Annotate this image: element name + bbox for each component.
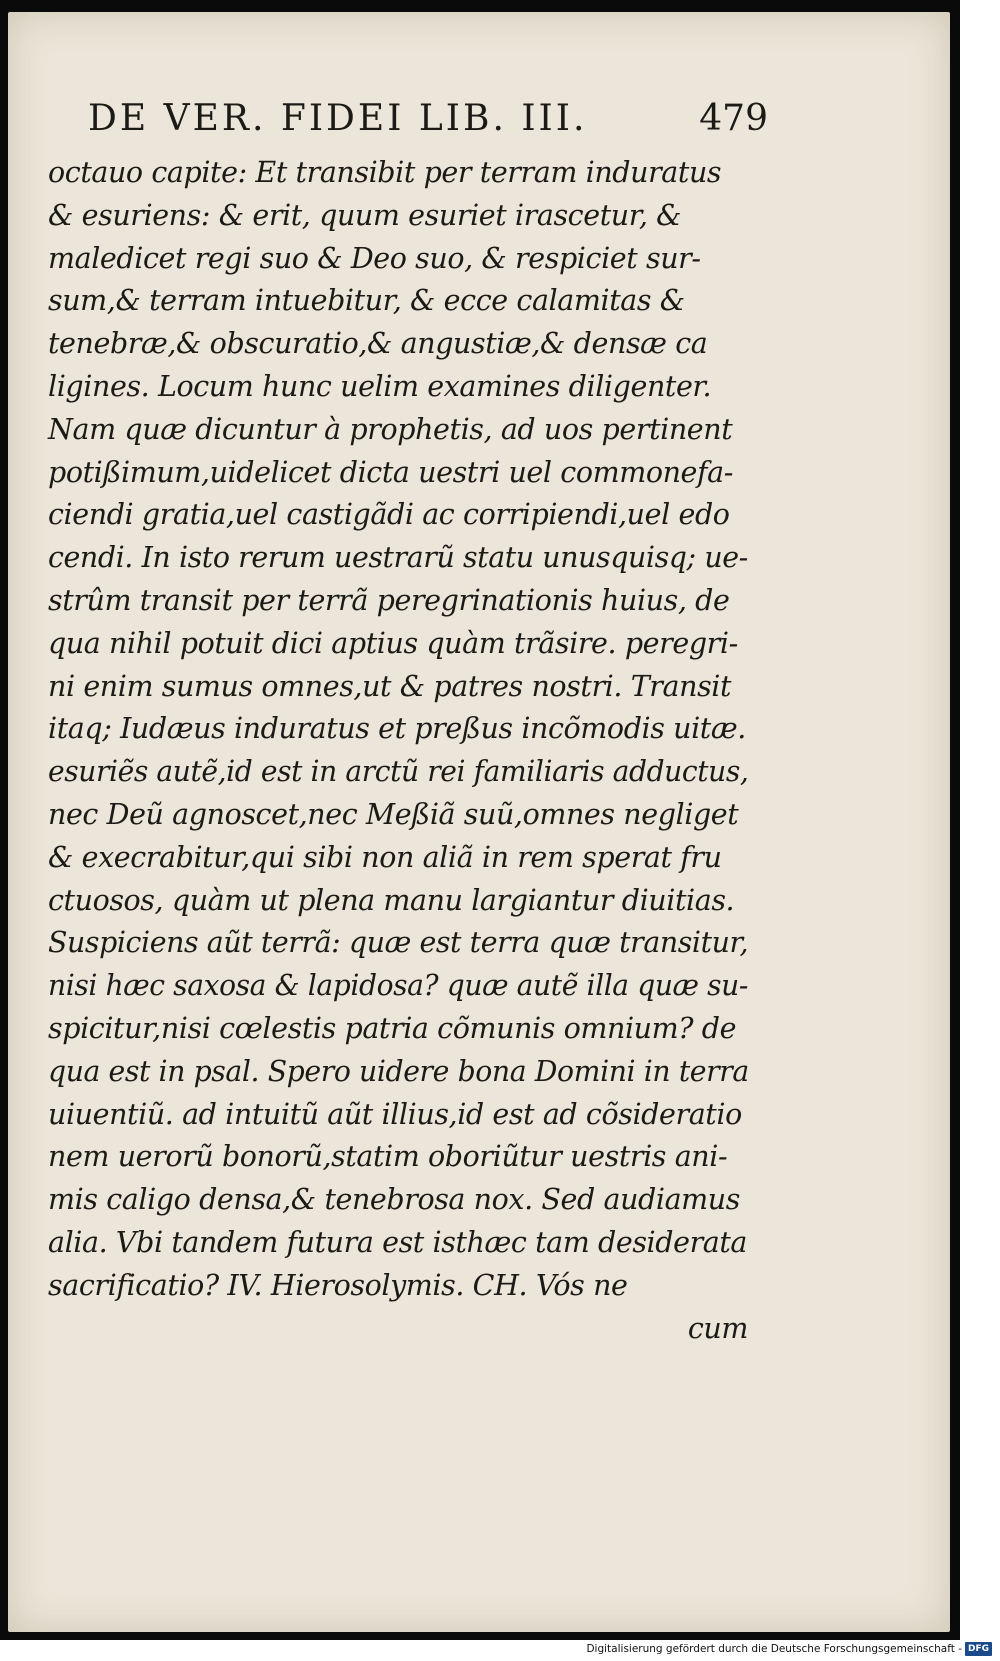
- text-line: qua nihil potuit dici aptius quàm trãsire. peregri-: [48, 626, 738, 660]
- text-line: spicitur,nisi cœlestis patria cõmunis omnium? de: [48, 1011, 737, 1045]
- text-line: esuriẽs autẽ,id est in arctũ rei familiaris adductus,: [48, 755, 749, 789]
- text-line: Suspiciens aũt terrã: quæ est terra quæ transitur,: [48, 926, 749, 960]
- text-line: nec Deũ agnoscet,nec Meßiã suũ,omnes negliget: [48, 797, 739, 831]
- text-line: uiuentiũ. ad intuitũ aũt illius,id est ad cõsideratio: [48, 1097, 742, 1131]
- book-page: [8, 12, 950, 1632]
- text-line: qua est in psal. Spero uidere bona Domini in terra: [48, 1054, 749, 1088]
- text-line: alia. Vbi tandem futura est isthæc tam desiderata: [48, 1225, 748, 1259]
- text-line: itaq; Iudæus induratus et preßus incõmodis uitæ.: [48, 712, 746, 746]
- text-line: octauo capite: Et transibit per terram induratus: [48, 156, 722, 189]
- text-line: nisi hæc saxosa & lapidosa? quæ autẽ illa quæ su-: [48, 969, 749, 1003]
- text-line: nem uerorũ bonorũ,statim oboriũtur uestris ani-: [48, 1140, 728, 1174]
- text-block: [48, 152, 748, 1350]
- credit-text: Digitalisierung gefördert durch die Deutsche Forschungsgemeinschaft -: [586, 1643, 962, 1655]
- text-line: tenebræ,& obscuratio,& angustiæ,& densæ ca: [48, 327, 708, 361]
- text-line: potißimum,uidelicet dicta uestri uel commonefa-: [48, 455, 733, 489]
- text-line: ciendi gratia,uel castigãdi ac corripiendi,uel edo: [48, 498, 730, 532]
- running-head: [88, 98, 768, 148]
- text-line: maledicet regi suo & Deo suo, & respiciet sur-: [48, 241, 701, 275]
- catchword: cum: [687, 1311, 748, 1345]
- text-line: strûm transit per terrã peregrinationis huius, de: [48, 583, 730, 617]
- text-line: ligines. Locum hunc uelim examines diligenter.: [48, 369, 712, 403]
- text-line: sum,& terram intuebitur, & ecce calamitas &: [48, 284, 685, 318]
- text-line: & execrabitur,qui sibi non aliã in rem sperat fru: [48, 840, 722, 874]
- page-number: 479: [699, 98, 768, 139]
- text-line: ctuosos, quàm ut plena manu largiantur diuitias.: [48, 883, 735, 917]
- dfg-logo: DFG: [965, 1642, 992, 1656]
- text-line: ni enim sumus omnes,ut & patres nostri. Transit: [48, 669, 732, 703]
- digitization-credit: [586, 1641, 992, 1657]
- text-line: sacrificatio? IV. Hierosolymis. CH. Vós ne: [48, 1268, 628, 1302]
- text-line: cendi. In isto rerum uestrarũ statu unusquisq; ue-: [48, 541, 748, 575]
- text-line: mis caligo densa,& tenebrosa nox. Sed audiamus: [48, 1183, 740, 1217]
- text-line: & esuriens: & erit, quum esuriet irascetur, &: [48, 198, 682, 232]
- text-line: Nam quæ dicuntur à prophetis, ad uos pertinent: [48, 412, 733, 446]
- running-title: DE VER. FIDEI LIB. III.: [88, 98, 588, 139]
